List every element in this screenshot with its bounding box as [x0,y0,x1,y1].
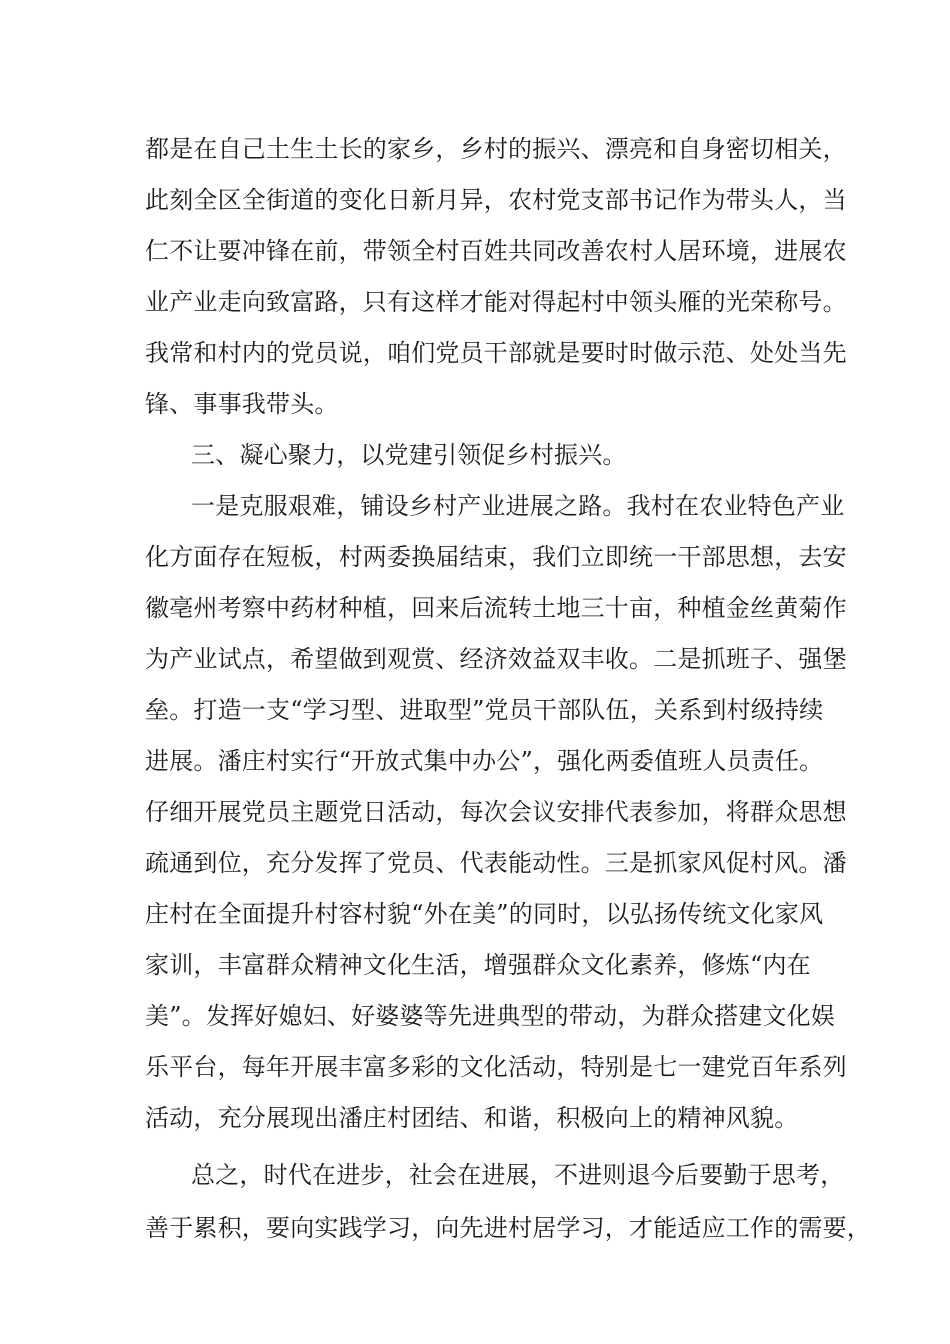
text-line: 一是克服艰难，铺设乡村产业进展之路。我村在农业特色产业 [191,492,845,520]
text-line: 进展。潘庄村实行“开放式集中办公”，强化两委值班人员责任。 [145,747,824,775]
text-line: 此刻全区全街道的变化日新月异，农村党支部书记作为带头人，当 [145,186,847,214]
text-line: 为产业试点，希望做到观赏、经济效益双丰收。二是抓班子、强堡 [145,645,847,673]
text-line: 善于累积，要向实践学习，向先进村居学习，才能适应工作的需要， [145,1214,871,1242]
text-line: 都是在自己土生土长的家乡，乡村的振兴、漂亮和自身密切相关， [145,135,847,163]
text-line: 锋、事事我带头。 [145,390,339,418]
section-heading: 三、凝心聚力，以党建引领促乡村振兴。 [191,441,627,469]
text-line: 庄村在全面提升村容村貌“外在美”的同时，以弘扬传统文化家风 [145,900,824,928]
text-line: 美”。发挥好媳妇、好婆婆等先进典型的带动，为群众搭建文化娱 [145,1002,836,1030]
text-line: 我常和村内的党员说，咱们党员干部就是要时时做示范、处处当先 [145,339,847,367]
text-line: 乐平台，每年开展丰富多彩的文化活动，特别是七一建党百年系列 [145,1053,847,1081]
text-line: 徽亳州考察中药材种植，回来后流转土地三十亩，种植金丝黄菊作 [145,594,847,622]
text-line: 仁不让要冲锋在前，带领全村百姓共同改善农村人居环境，进展农 [145,237,847,265]
text-line: 业产业走向致富路，只有这样才能对得起村中领头雁的光荣称号。 [145,288,847,316]
text-line: 活动，充分展现出潘庄村团结、和谐，积极向上的精神风貌。 [145,1104,799,1132]
text-line: 家训，丰富群众精神文化生活，增强群众文化素养，修炼“内在 [145,951,811,979]
text-line: 垒。打造一支“学习型、进取型”党员干部队伍，关系到村级持续 [145,696,824,724]
text-line: 化方面存在短板，村两委换届结束，我们立即统一干部思想，去安 [145,543,847,571]
text-line: 疏通到位，充分发挥了党员、代表能动性。三是抓家风促村风。潘 [145,849,847,877]
text-line: 仔细开展党员主题党日活动，每次会议安排代表参加，将群众思想 [145,798,847,826]
text-line: 总之，时代在进步，社会在进展，不进则退今后要勤于思考， [191,1161,845,1189]
